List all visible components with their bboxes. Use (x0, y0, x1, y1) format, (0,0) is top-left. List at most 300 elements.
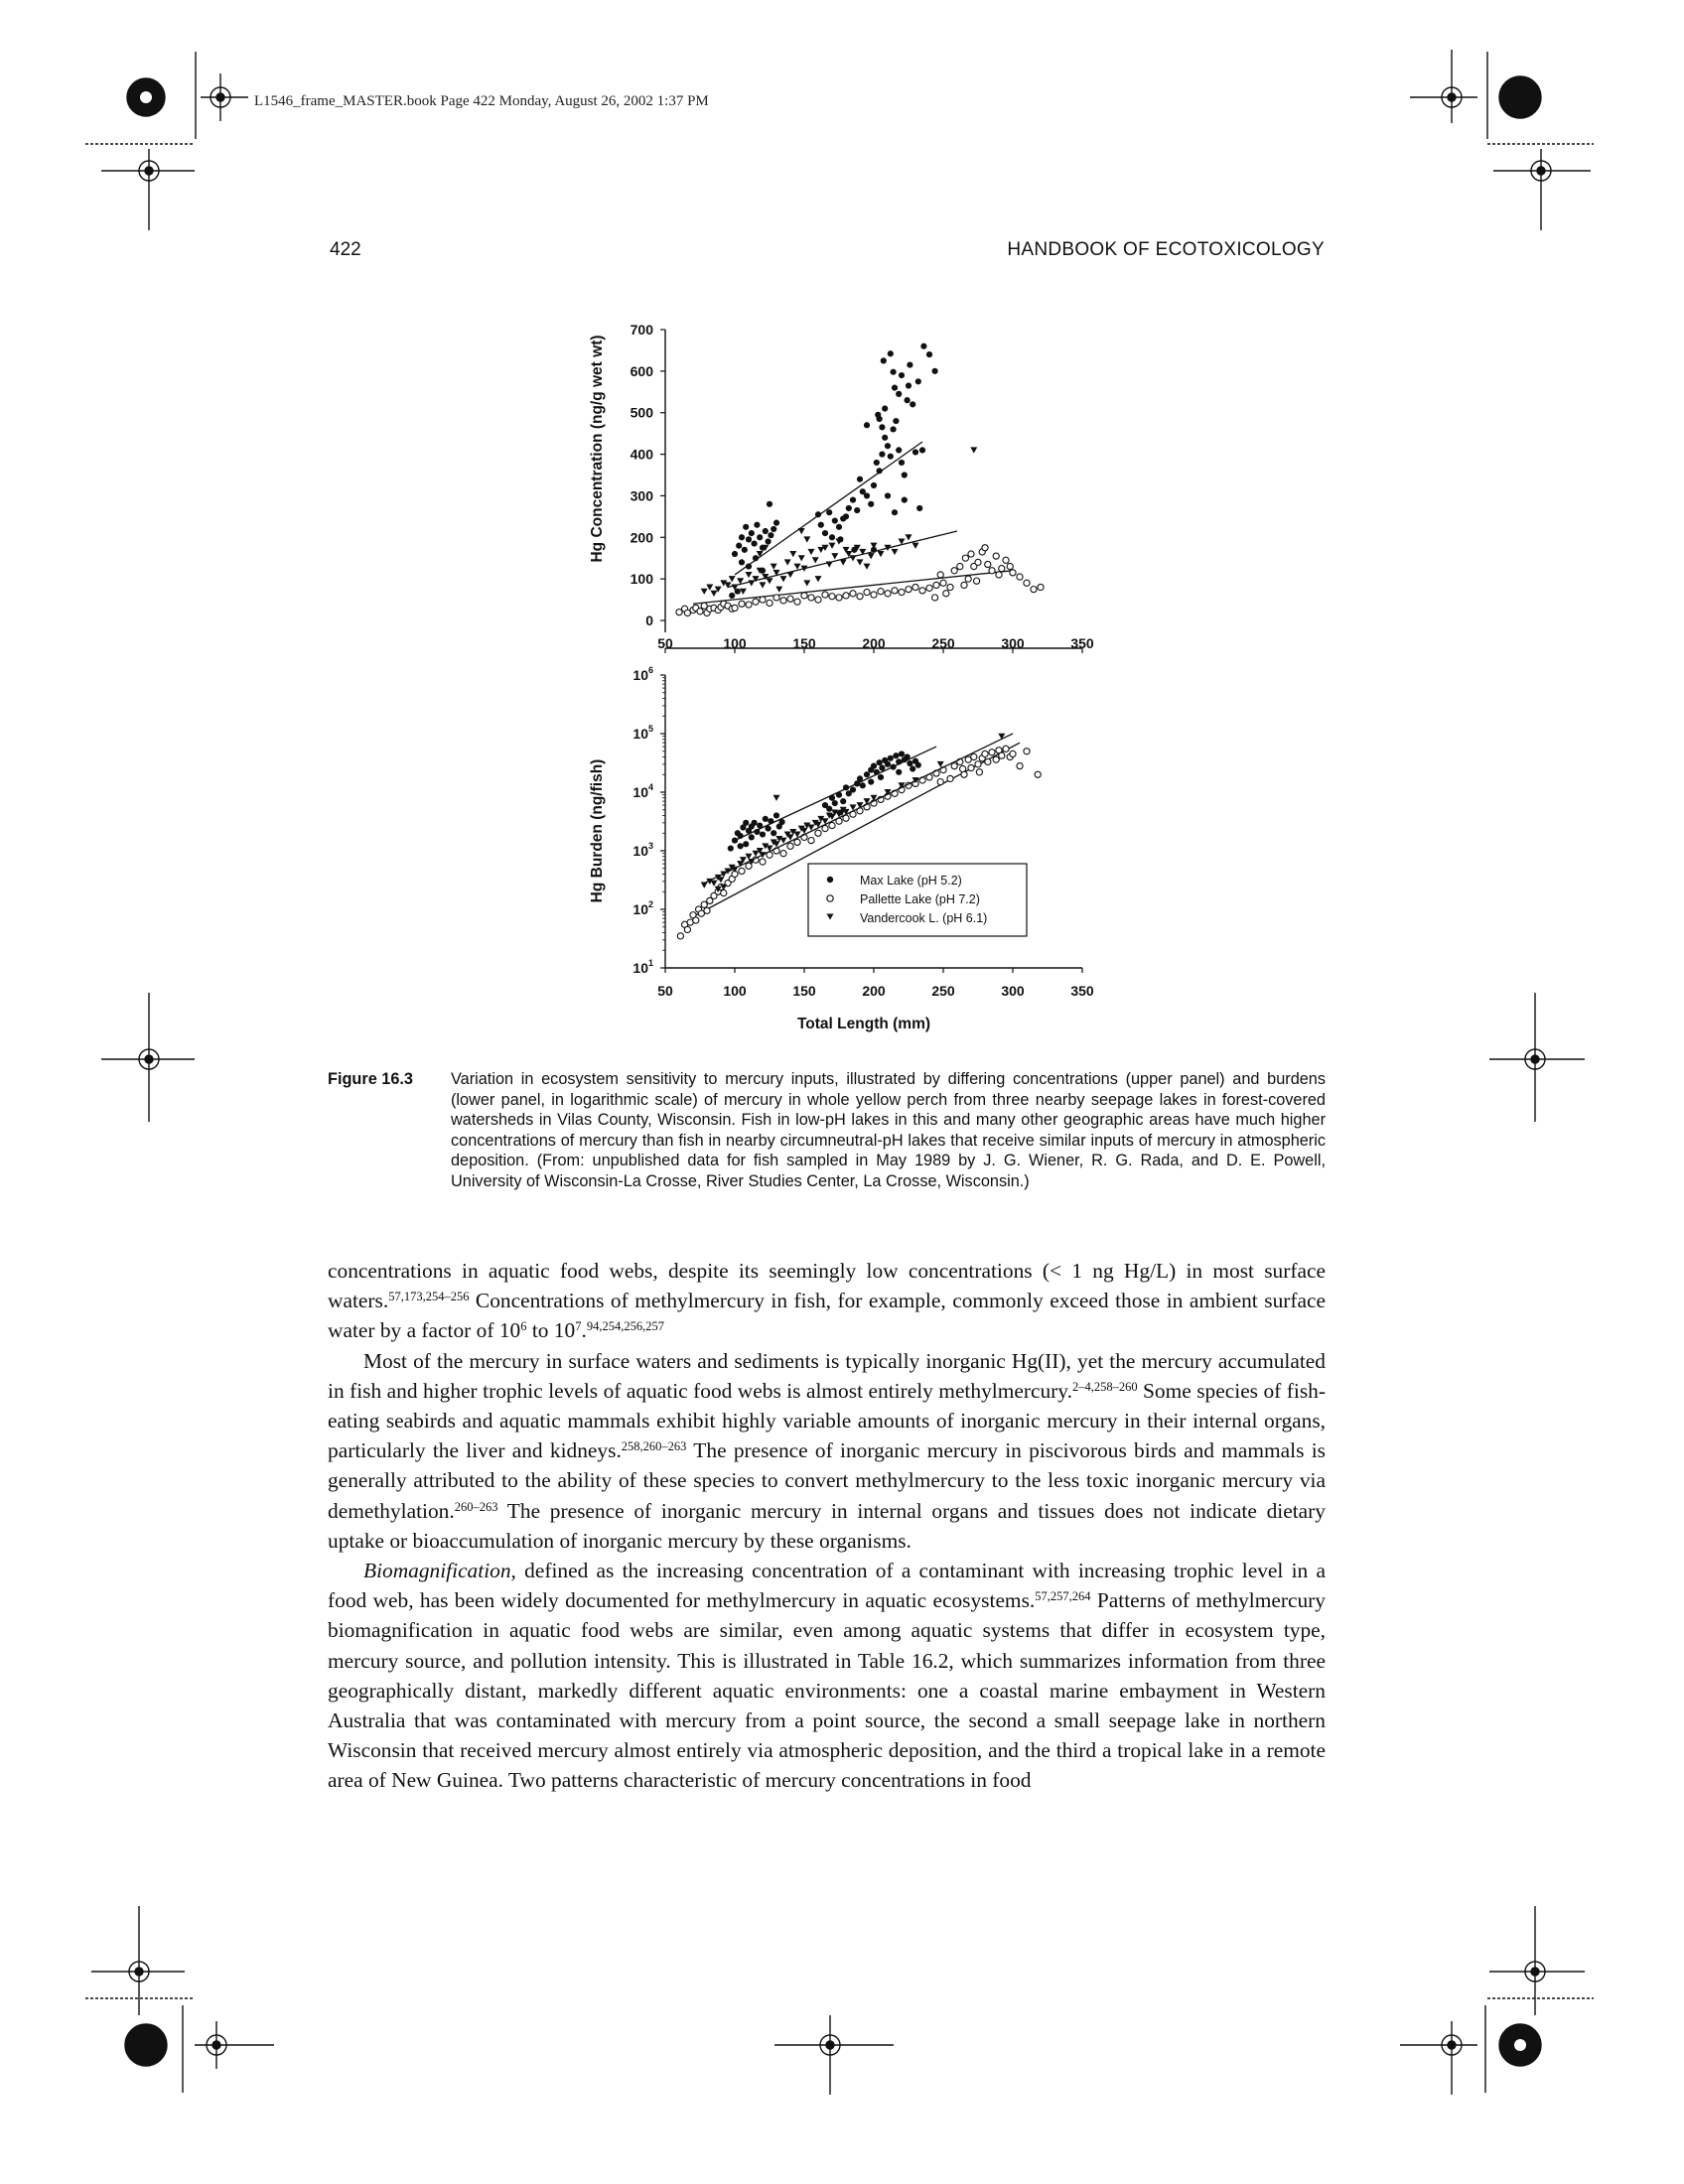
legend-box (808, 864, 1027, 936)
data-point-pallette-lake (919, 588, 925, 594)
italic-term: Biomagnification, (363, 1559, 516, 1583)
data-point-vandercook-lake (871, 543, 878, 549)
data-point-max-lake (893, 418, 899, 424)
figure-16-3 (556, 313, 1112, 1047)
data-point-max-lake (843, 513, 849, 519)
data-point-pallette-lake (982, 751, 988, 756)
data-point-pallette-lake (1010, 570, 1016, 576)
y-tick-label: $10^5$ (632, 724, 653, 742)
data-point-max-lake (919, 447, 925, 453)
data-point-max-lake (754, 522, 760, 528)
data-point-pallette-lake (989, 750, 995, 755)
data-point-max-lake (757, 822, 763, 828)
data-point-max-lake (767, 501, 772, 507)
data-point-vandercook-lake (780, 576, 787, 582)
data-point-max-lake (779, 819, 785, 825)
data-point-max-lake (892, 385, 898, 391)
data-point-max-lake (920, 343, 926, 349)
text-run: concentrations in aquatic food webs, despite its seemingly low concentrations (< 1 ng Hg/L) in most surface waters. (328, 1259, 1326, 1313)
data-point-max-lake (881, 357, 887, 363)
caption-label: Figure 16.3 (328, 1070, 413, 1088)
data-point-pallette-lake (982, 545, 988, 551)
data-point-pallette-lake (947, 775, 953, 781)
data-point-pallette-lake (985, 561, 991, 567)
solid-circle-icon (1499, 76, 1541, 118)
reference-superscript: 57,257,264 (1035, 1589, 1091, 1604)
data-point-pallette-lake (721, 889, 727, 895)
lower-y-axis-label: Hg Burden (ng/fish) (589, 758, 606, 903)
data-point-max-lake (736, 543, 742, 549)
y-tick-label: 400 (630, 446, 653, 463)
data-point-pallette-lake (701, 901, 707, 907)
data-point-max-lake (768, 532, 773, 538)
y-tick-exponent: 2 (647, 899, 653, 909)
data-point-max-lake (882, 405, 888, 411)
data-point-max-lake (773, 812, 779, 818)
data-point-pallette-lake (892, 588, 898, 594)
data-point-pallette-lake (999, 752, 1005, 758)
data-point-pallette-lake (906, 587, 912, 593)
legend-open-circle-icon (827, 895, 833, 901)
text-run: . (581, 1318, 587, 1343)
data-point-max-lake (868, 779, 874, 785)
y-tick-label: $10^4$ (632, 782, 653, 800)
data-point-max-lake (850, 497, 856, 503)
data-point-vandercook-lake (775, 587, 782, 593)
y-tick-exponent: 3 (647, 841, 653, 851)
data-point-vandercook-lake (850, 555, 857, 561)
data-point-pallette-lake (885, 591, 891, 597)
data-point-max-lake (899, 460, 905, 466)
data-point-max-lake (818, 522, 824, 528)
data-point-pallette-lake (965, 576, 971, 582)
reference-superscript: 94,254,256,257 (586, 1319, 664, 1334)
y-tick-label: $10^1$ (632, 958, 653, 976)
data-point-max-lake (915, 378, 921, 384)
data-point-max-lake (915, 762, 921, 768)
crosshair-icon (1489, 993, 1585, 1122)
data-point-vandercook-lake (787, 572, 794, 578)
data-point-vandercook-lake (906, 534, 912, 540)
y-tick-label: 600 (630, 362, 653, 379)
legend-item-vandercook-lake: Vandercook L. (pH 6.1) (860, 911, 988, 925)
data-point-vandercook-lake (857, 559, 864, 565)
data-point-pallette-lake (1017, 574, 1023, 580)
data-point-max-lake (916, 505, 922, 511)
data-point-max-lake (738, 833, 744, 839)
data-point-pallette-lake (857, 594, 863, 600)
data-point-vandercook-lake (740, 589, 747, 595)
data-point-max-lake (877, 468, 883, 474)
data-point-vandercook-lake (767, 578, 773, 584)
data-point-max-lake (868, 501, 874, 507)
data-point-pallette-lake (971, 753, 977, 759)
data-point-vandercook-lake (840, 559, 847, 565)
data-point-pallette-lake (1017, 763, 1023, 769)
data-point-max-lake (907, 361, 912, 367)
data-point-vandercook-lake (701, 883, 708, 888)
data-point-vandercook-lake (803, 536, 810, 542)
data-point-max-lake (832, 517, 838, 523)
x-tick-label: 300 (1001, 635, 1025, 651)
data-point-max-lake (773, 520, 779, 526)
data-point-max-lake (766, 538, 772, 544)
text-run: Concentrations of methylmercury in fish, for example, commonly exceed those in ambient surface water by a factor of 10 (328, 1289, 1326, 1343)
data-point-vandercook-lake (892, 549, 899, 555)
data-point-max-lake (829, 534, 835, 540)
reference-superscript: 57,173,254–256 (388, 1290, 470, 1304)
data-point-max-lake (892, 509, 898, 515)
data-point-vandercook-lake (815, 576, 822, 582)
data-point-vandercook-lake (798, 528, 805, 534)
paragraph-3 (328, 1556, 1326, 1796)
data-point-max-lake (822, 530, 828, 536)
y-tick-label: 200 (630, 529, 653, 546)
data-point-pallette-lake (1010, 751, 1016, 756)
data-point-pallette-lake (794, 599, 800, 605)
x-tick-label: 150 (792, 635, 816, 651)
data-point-pallette-lake (822, 825, 828, 831)
data-point-pallette-lake (976, 769, 982, 775)
data-point-pallette-lake (760, 597, 766, 603)
x-tick-label: 150 (792, 983, 816, 999)
data-point-max-lake (878, 774, 884, 780)
data-point-max-lake (932, 368, 938, 374)
data-point-pallette-lake (829, 822, 835, 828)
data-point-pallette-lake (932, 595, 938, 601)
data-point-pallette-lake (850, 591, 856, 597)
data-point-pallette-lake (937, 779, 943, 785)
data-point-vandercook-lake (720, 871, 727, 877)
data-point-pallette-lake (829, 594, 835, 600)
page-number: 422 (330, 239, 361, 260)
data-point-max-lake (860, 782, 866, 788)
data-point-pallette-lake (815, 597, 821, 603)
data-point-vandercook-lake (701, 589, 708, 595)
data-point-pallette-lake (746, 602, 752, 608)
paragraph-1 (328, 1256, 1326, 1346)
data-point-vandercook-lake (868, 553, 875, 559)
data-point-max-lake (864, 422, 870, 428)
solid-circle-icon (125, 2024, 167, 2066)
data-point-pallette-lake (1038, 584, 1044, 590)
data-point-vandercook-lake (970, 447, 977, 453)
data-point-pallette-lake (1035, 771, 1041, 777)
data-point-pallette-lake (739, 868, 745, 874)
data-point-max-lake (899, 372, 905, 378)
text-run: The presence of inorganic mercury in internal organs and tissues does not indicate dietary uptake or bioaccumulation of inorganic mercury by these organisms. (328, 1498, 1326, 1553)
data-point-pallette-lake (951, 568, 957, 574)
crosshair-icon (201, 73, 248, 121)
data-point-max-lake (836, 792, 842, 798)
data-point-vandercook-lake (831, 553, 838, 559)
data-point-max-lake (854, 507, 860, 513)
reference-superscript: 260–263 (454, 1499, 498, 1514)
data-point-max-lake (857, 775, 863, 781)
data-point-max-lake (899, 751, 905, 756)
data-point-max-lake (753, 555, 759, 561)
text-run: Some species of fish-eating seabirds and aquatic mammals exhibit highly variable amounts of inorganic mercury in their internal organs, particularly the liver and kidneys. (328, 1378, 1326, 1463)
data-point-max-lake (912, 449, 918, 455)
data-point-pallette-lake (1024, 749, 1030, 754)
data-point-pallette-lake (767, 600, 772, 606)
data-point-max-lake (732, 551, 738, 557)
data-point-vandercook-lake (748, 580, 755, 586)
data-point-max-lake (743, 820, 749, 826)
data-point-max-lake (742, 547, 748, 553)
data-point-vandercook-lake (706, 585, 713, 591)
data-point-vandercook-lake (998, 734, 1005, 740)
data-point-pallette-lake (912, 584, 918, 590)
data-point-vandercook-lake (711, 881, 718, 887)
data-point-max-lake (743, 841, 749, 847)
data-point-vandercook-lake (753, 851, 760, 857)
text-run: to 10 (526, 1318, 576, 1343)
data-point-vandercook-lake (784, 559, 791, 565)
data-point-pallette-lake (957, 563, 963, 569)
data-point-max-lake (771, 526, 776, 532)
data-point-max-lake (896, 447, 902, 453)
data-point-pallette-lake (808, 838, 814, 844)
legend-item-max-lake: Max Lake (pH 5.2) (860, 874, 962, 887)
data-point-max-lake (836, 524, 842, 530)
data-point-max-lake (905, 397, 911, 403)
data-point-pallette-lake (1007, 563, 1013, 569)
x-tick-label: 50 (657, 635, 673, 651)
data-point-pallette-lake (684, 926, 690, 932)
data-point-pallette-lake (933, 582, 939, 588)
data-point-pallette-lake (697, 609, 703, 614)
data-point-pallette-lake (780, 851, 786, 857)
data-point-pallette-lake (739, 601, 745, 607)
crosshair-icon (195, 2021, 274, 2069)
running-title: HANDBOOK OF ECOTOXICOLOGY (1007, 239, 1325, 260)
exponent: 6 (520, 1319, 527, 1334)
data-point-pallette-lake (926, 585, 932, 591)
data-point-max-lake (907, 760, 912, 766)
data-point-max-lake (749, 530, 755, 536)
crosshair-icon (101, 993, 195, 1122)
x-tick-label: 200 (862, 635, 886, 651)
data-point-max-lake (871, 482, 877, 488)
data-point-vandercook-lake (826, 561, 833, 567)
data-point-pallette-lake (787, 843, 793, 849)
data-point-pallette-lake (951, 763, 957, 769)
data-point-max-lake (902, 472, 908, 478)
data-point-max-lake (874, 769, 880, 775)
data-point-pallette-lake (843, 593, 849, 599)
data-point-vandercook-lake (864, 564, 871, 570)
regression-line (735, 442, 922, 575)
data-point-max-lake (746, 563, 752, 569)
data-point-max-lake (832, 800, 838, 806)
upper-panel (631, 322, 1094, 653)
y-tick-label: 500 (630, 404, 653, 421)
data-point-max-lake (850, 786, 856, 792)
x-tick-label: 50 (657, 983, 673, 999)
y-tick-label: 0 (645, 613, 653, 628)
data-point-max-lake (749, 823, 755, 829)
data-point-pallette-lake (993, 553, 999, 559)
data-point-pallette-lake (822, 592, 828, 598)
text-run: Most of the mercury in surface waters and sediments is typically inorganic Hg(II), yet the mercury accumulated in fish and higher trophic levels of aquatic food webs is almost entirely methylmercury. (328, 1348, 1326, 1403)
data-point-max-lake (910, 401, 915, 407)
data-point-vandercook-lake (789, 551, 796, 557)
data-point-vandercook-lake (760, 852, 767, 858)
data-point-max-lake (879, 764, 885, 770)
data-point-pallette-lake (773, 595, 779, 601)
data-point-pallette-lake (937, 572, 943, 578)
x-axis-label: Total Length (mm) (796, 1016, 931, 1032)
data-point-max-lake (739, 534, 745, 540)
sunburst-registration-icon (127, 78, 165, 116)
x-tick-label: 100 (723, 635, 747, 651)
data-point-pallette-lake (871, 592, 877, 598)
data-point-max-lake (888, 350, 894, 356)
data-point-max-lake (882, 435, 888, 441)
data-point-max-lake (891, 763, 897, 769)
paragraph-2 (328, 1346, 1326, 1556)
data-point-max-lake (864, 492, 870, 498)
data-point-vandercook-lake (829, 543, 836, 549)
data-point-pallette-lake (780, 598, 786, 604)
x-tick-label: 350 (1070, 983, 1094, 999)
caption-text: Variation in ecosystem sensitivity to mercury inputs, illustrated by differing concentrations (upper panel) and burdens (lower panel, in logarithmic scale) of mercury in whole yellow perch from three nearby seepage lakes in forest-covered watersheds in Vilas County, Wisconsin. Fish in low-pH lakes in this and many other geographic areas have much higher concentrations of mercury than fish in nearby circumneutral-pH lakes that receive similar inputs of mercury in atmospheric deposition. (From: unpublished data for fish sampled in May 1989 by J. G. Wiener, R. G. Rada, and D. E. Powell, University of Wisconsin-La Crosse, River Studies Center, La Crosse, Wisconsin.) (451, 1070, 1326, 1190)
data-point-max-lake (729, 593, 735, 599)
data-point-max-lake (891, 426, 897, 432)
data-point-pallette-lake (693, 917, 699, 923)
data-point-max-lake (815, 511, 821, 517)
data-point-max-lake (896, 391, 902, 397)
data-point-vandercook-lake (771, 564, 777, 570)
data-point-max-lake (896, 769, 902, 775)
data-point-vandercook-lake (780, 838, 787, 844)
data-point-max-lake (857, 477, 863, 482)
crosshair-icon (1400, 2021, 1477, 2095)
reference-superscript: 2–4,258–260 (1071, 1379, 1138, 1394)
data-point-pallette-lake (878, 589, 884, 595)
data-point-max-lake (888, 755, 894, 761)
data-point-pallette-lake (989, 568, 995, 574)
x-tick-label: 250 (931, 983, 955, 999)
text-run: The presence of inorganic mercury in piscivorous birds and mammals is generally attributed to the ability of these species to convert methylmercury to the less toxic inorganic mercury via demethylation. (328, 1438, 1326, 1523)
data-point-max-lake (846, 505, 852, 511)
data-point-max-lake (864, 771, 870, 777)
legend-filled-circle-icon (827, 877, 833, 883)
data-point-pallette-lake (1031, 587, 1037, 593)
data-point-vandercook-lake (808, 549, 815, 555)
data-point-max-lake (728, 845, 734, 851)
data-point-pallette-lake (815, 830, 821, 836)
data-point-max-lake (885, 443, 891, 449)
data-point-pallette-lake (968, 551, 974, 557)
data-point-vandercook-lake (812, 557, 819, 563)
data-point-max-lake (826, 509, 832, 515)
data-point-pallette-lake (968, 764, 974, 770)
data-point-pallette-lake (760, 859, 766, 865)
data-point-vandercook-lake (746, 854, 753, 860)
data-point-pallette-lake (753, 599, 759, 605)
y-tick-label: 300 (630, 487, 653, 504)
y-tick-exponent: 4 (647, 782, 653, 792)
data-point-pallette-lake (947, 584, 953, 590)
crosshair-icon (1410, 50, 1477, 123)
data-point-max-lake (771, 830, 776, 836)
crosshair-icon (774, 2015, 894, 2095)
data-point-pallette-lake (704, 907, 710, 913)
data-point-max-lake (738, 843, 744, 849)
data-point-pallette-lake (787, 596, 793, 602)
lower-panel (632, 665, 1093, 999)
data-point-max-lake (871, 763, 877, 769)
slug-line: L1546_frame_MASTER.book Page 422 Monday, August 26, 2002 1:37 PM (254, 93, 709, 109)
figure-caption (328, 1069, 1326, 1191)
data-point-max-lake (879, 451, 885, 457)
data-point-pallette-lake (746, 863, 752, 869)
data-point-max-lake (879, 424, 885, 430)
data-point-max-lake (902, 497, 908, 503)
data-point-pallette-lake (1024, 580, 1030, 586)
data-point-max-lake (891, 369, 897, 375)
data-point-pallette-lake (962, 555, 968, 561)
y-tick-label: 100 (630, 571, 653, 588)
y-tick-label: 700 (630, 322, 653, 338)
data-point-max-lake (885, 761, 891, 767)
y-tick-exponent: 6 (647, 665, 653, 675)
data-point-max-lake (754, 829, 760, 835)
data-point-pallette-lake (960, 765, 966, 771)
data-point-vandercook-lake (773, 795, 780, 801)
data-point-vandercook-lake (912, 543, 919, 549)
data-point-max-lake (739, 559, 745, 565)
data-point-pallette-lake (961, 582, 967, 588)
y-tick-exponent: 1 (647, 958, 653, 968)
data-point-max-lake (732, 838, 738, 844)
data-point-pallette-lake (985, 758, 991, 764)
data-point-max-lake (875, 412, 881, 418)
data-point-max-lake (840, 798, 846, 804)
data-point-vandercook-lake (729, 576, 736, 582)
data-point-vandercook-lake (760, 582, 767, 588)
data-point-pallette-lake (801, 593, 807, 599)
text-run: defined as the increasing concentration of a contaminant with increasing trophic level in a food web, has been widely documented for methylmercury in aquatic ecosystems. (328, 1559, 1326, 1613)
data-point-max-lake (752, 540, 758, 546)
y-tick-label: $10^3$ (632, 841, 653, 859)
text-run: Patterns of methylmercury biomagnification in aquatic food webs are similar, even among aquatic systems that differ in ecosystem type, mercury source, and pollution intensity. This is illustrated in Table 16.2, which summarizes information from three geographically distant, markedly different aquatic environments: one a coastal marine embayment in Western Australia that was contaminated with mercury from a point source, the second a small seepage lake in northern Wisconsin that received mercury almost entirely via atmospheric deposition, and the third a tropical lake in a remote area of New Guinea. Two patterns characteristic of mercury concentrations in food (328, 1588, 1326, 1793)
x-tick-label: 100 (723, 983, 747, 999)
data-point-pallette-lake (974, 578, 980, 584)
data-point-vandercook-lake (711, 591, 718, 597)
data-point-max-lake (843, 784, 849, 790)
data-point-max-lake (906, 382, 912, 388)
data-point-max-lake (763, 528, 769, 534)
data-point-max-lake (768, 818, 773, 824)
data-point-vandercook-lake (794, 564, 801, 570)
data-point-max-lake (874, 460, 880, 466)
data-point-max-lake (829, 795, 835, 801)
y-tick-exponent: 5 (647, 724, 653, 734)
data-point-max-lake (926, 351, 932, 357)
data-point-pallette-lake (975, 761, 981, 767)
data-point-vandercook-lake (725, 582, 732, 588)
reference-superscript: 258,260–263 (621, 1439, 687, 1454)
crosshair-icon (1493, 149, 1591, 230)
exponent: 7 (575, 1319, 582, 1334)
data-point-max-lake (757, 534, 763, 540)
data-point-max-lake (746, 536, 752, 542)
data-point-max-lake (896, 758, 902, 764)
data-point-pallette-lake (836, 595, 842, 601)
